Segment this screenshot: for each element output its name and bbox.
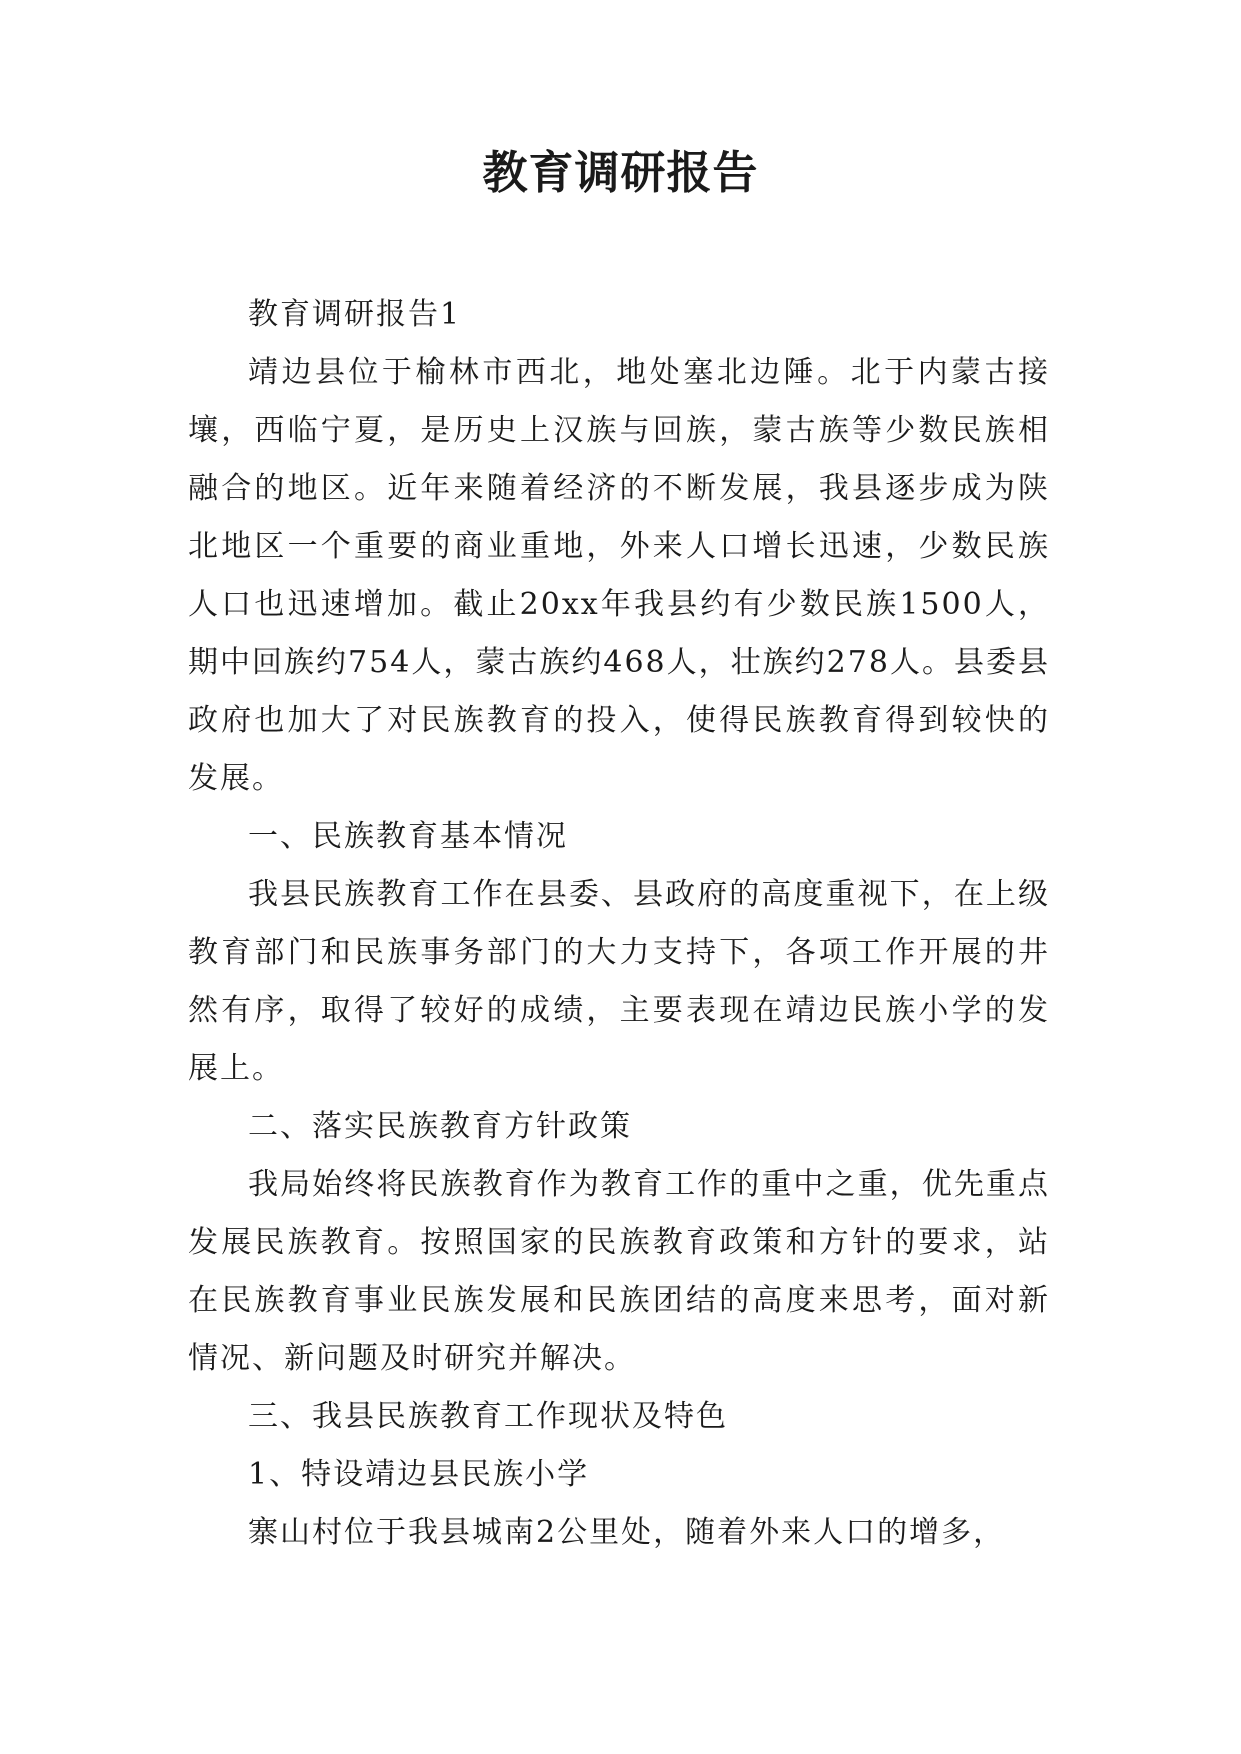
paragraph-section-1: 我县民族教育工作在县委、县政府的高度重视下，在上级教育部门和民族事务部门的大力支持下，各项工作开展的井然有序，取得了较好的成绩，主要表现在靖边民族小学的发展上。 <box>188 877 1050 1086</box>
section-heading-2: 二、落实民族教育方针政策 <box>248 1109 632 1144</box>
paragraph-section-2: 我局始终将民族教育作为教育工作的重中之重，优先重点发展民族教育。按照国家的民族教育政策和方针的要求，站在民族教育事业民族发展和民族团结的高度来思考，面对新情况、新问题及时研究并解决。 <box>188 1167 1050 1376</box>
document-title: 教育调研报告 <box>482 146 759 199</box>
paragraph-intro: 靖边县位于榆林市西北，地处塞北边陲。北于内蒙古接壤，西临宁夏，是历史上汉族与回族，蒙古族等少数民族相融合的地区。近年来随着经济的不断发展，我县逐步成为陕北地区一个重要的商业重地，外来人口增长迅速，少数民族人口也迅速增加。截止20xx年我县约有少数民族1500人，期中回族约754人，蒙古族约468人，壮族约278人。县委县政府也加大了对民族教育的投入，使得民族教育得到较快的发展。 <box>188 355 1050 796</box>
paragraph-subtitle: 教育调研报告1 <box>248 297 462 332</box>
section-heading-1: 一、民族教育基本情况 <box>248 819 568 854</box>
paragraph-subsection-1: 寨山村位于我县城南2公里处，随着外来人口的增多， <box>248 1515 1006 1550</box>
document-body <box>188 286 1050 1562</box>
subsection-heading-1: 1、特设靖边县民族小学 <box>248 1457 590 1492</box>
section-heading-3: 三、我县民族教育工作现状及特色 <box>248 1399 728 1434</box>
